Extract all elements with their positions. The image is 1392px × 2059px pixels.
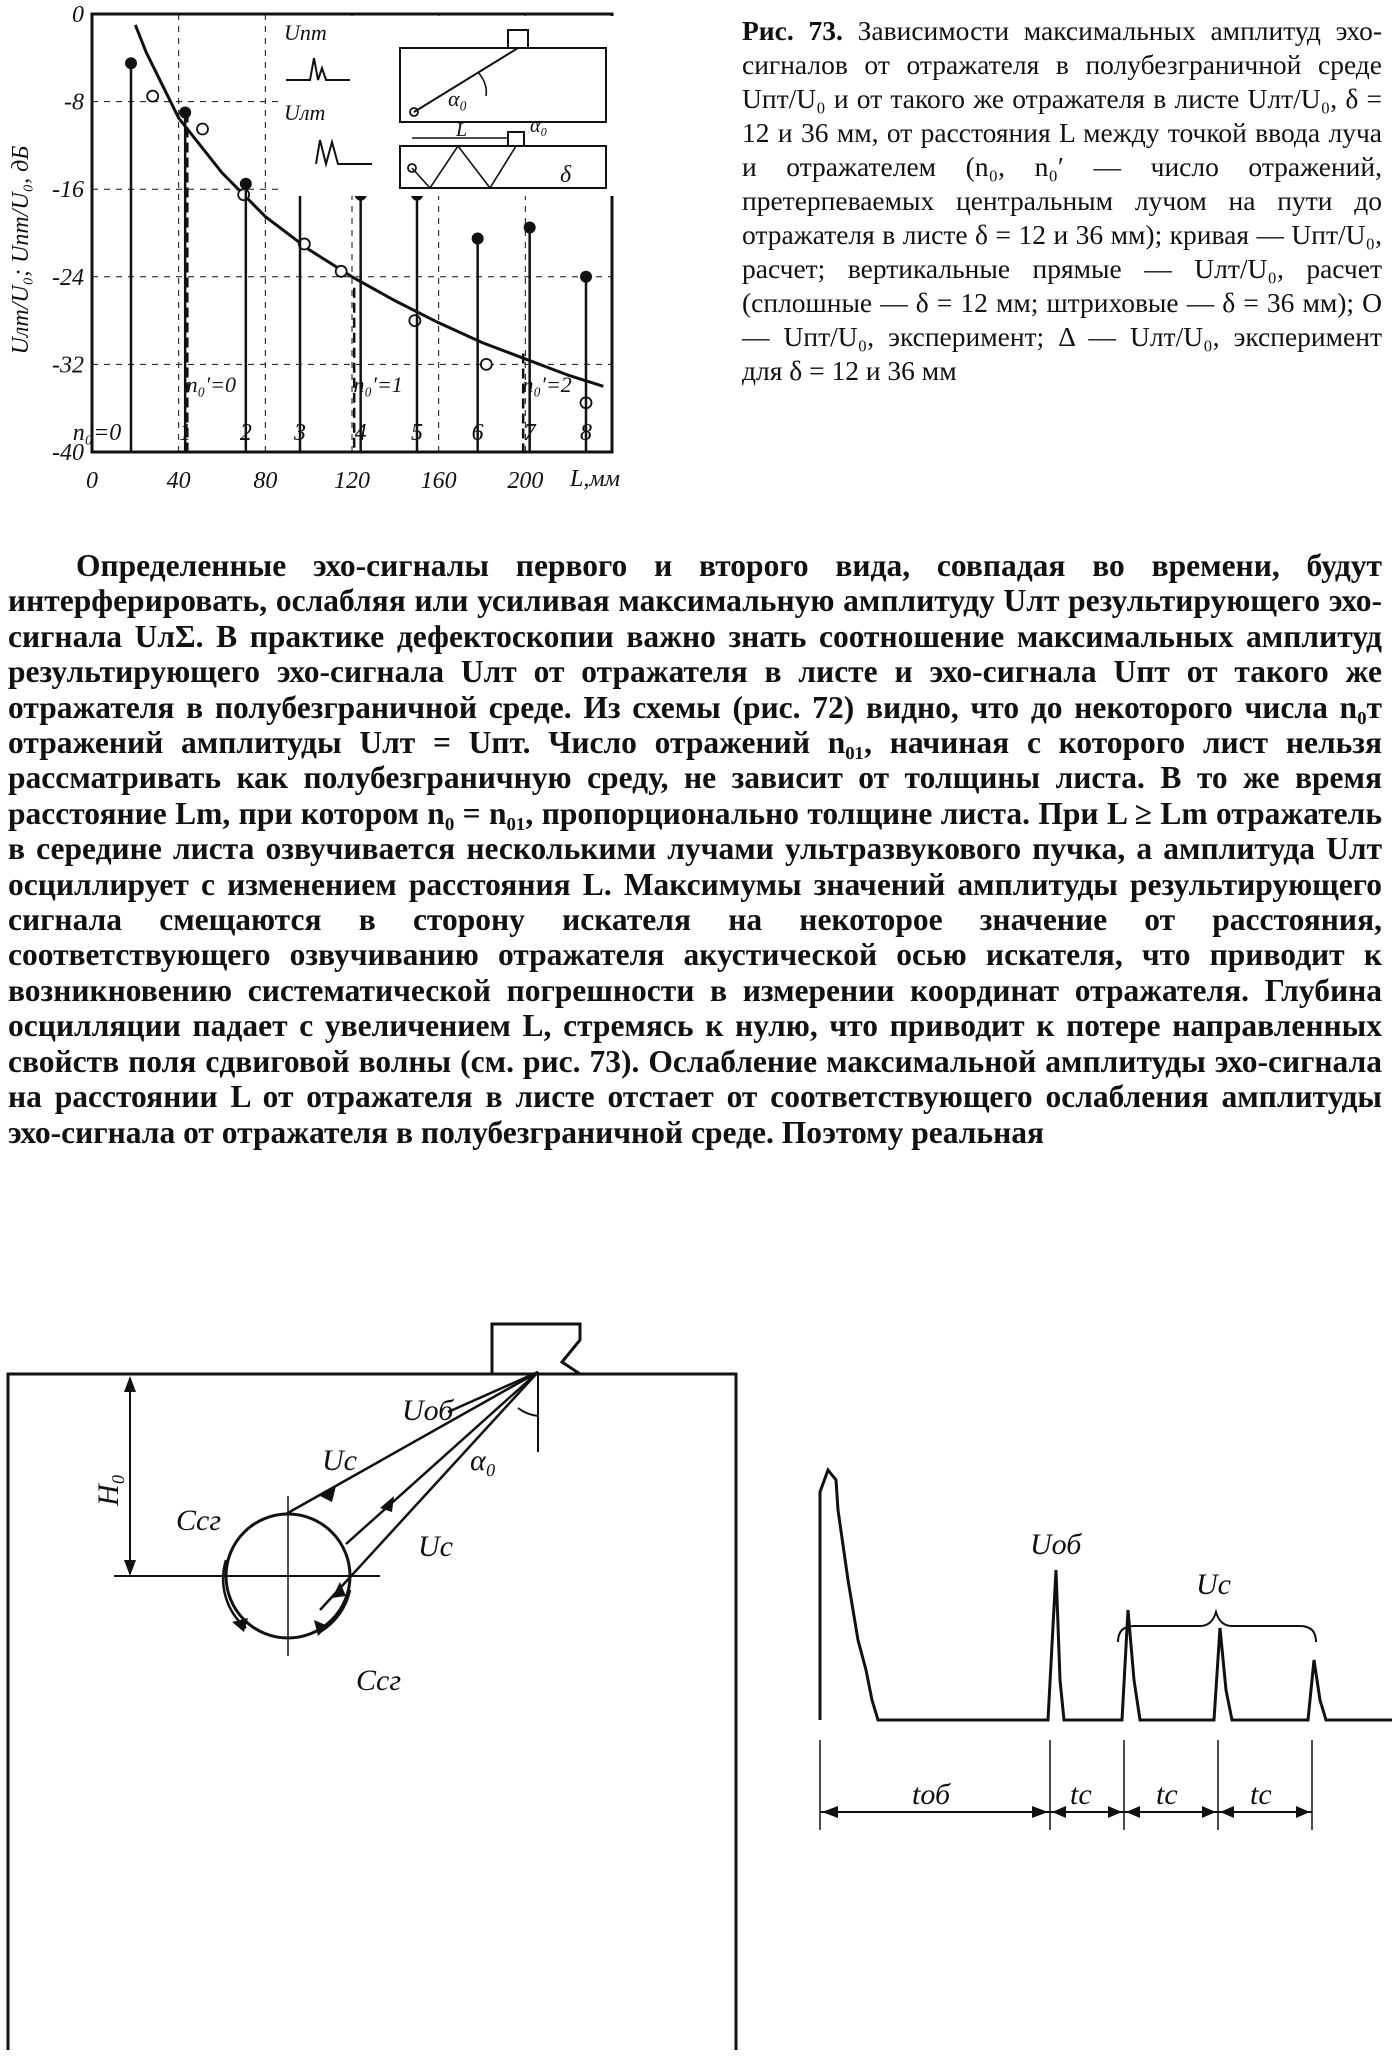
experiment-open-point xyxy=(409,315,420,326)
beam-label-2: Uс xyxy=(418,1530,453,1563)
y-tick-label: -8 xyxy=(64,89,84,116)
beam-rays xyxy=(286,1372,538,1610)
n0-label: 2 xyxy=(239,420,252,446)
inset-schematic xyxy=(278,16,616,196)
n0-label: 8 xyxy=(580,420,592,446)
experiment-open-point xyxy=(336,266,347,277)
n0-label: 3 xyxy=(294,420,306,446)
pulse-label-main: Uоб xyxy=(1030,1528,1082,1561)
oscillogram-trace xyxy=(820,1470,1392,1720)
y-tick-label: -16 xyxy=(52,177,84,204)
n0-prime-label: n₀′=2 xyxy=(522,371,572,397)
pulse-label-group: Uс xyxy=(1196,1568,1231,1601)
angle-label: α₀ xyxy=(470,1444,497,1477)
n0-prime-label: n₀′=0 xyxy=(186,371,236,397)
experiment-open-point xyxy=(481,359,492,370)
inset-L-label: L xyxy=(456,119,468,141)
inset-label-ult: Uлт xyxy=(284,100,326,125)
inset-delta-label: δ xyxy=(560,162,572,188)
experiment-open-point xyxy=(238,189,249,200)
time-label-2: tс xyxy=(1070,1778,1092,1811)
paragraph: Определенные эхо-сигналы первого и второго вида, совпадая во времени, будут интерферировать, ослабляя или усиливая максимальную амплитуду Uлт результирующего эхо-сигнала UлΣ. В практике дефектоскопии важно знать соотношение максимальных амплитуд результирующего эхо-сигнала Uлт от отражателя в листе и эхо-сигнала Uпт от такого же отражателя в полубезграничной среде. Из схемы (рис. 72) видно, что до некоторого числа n₀т отражений амплитуды Uлт = Uпт. Число отражений n₀₁, начиная с которого лист нельзя рассматривать как полубезграничную среду, не зависит от толщины листа. В то же время расстояние Lm, при котором n₀ = n₀₁, пропорционально толщине листа. При L ≥ Lm отражатель в середине листа озвучивается несколькими лучами ультразвукового пучка, а амплитуда Uлт осциллирует с изменением расстояния L. Максимумы значений амплитуды результирующего сигнала смещаются в сторону искателя на некоторое значение от расстояния, соответствующего озвучиванию отражателя акустической осью искателя, что приводит к возникновению систематической погрешности в измерении координат отражателя. Глубина осцилляции падает с увеличением L, стремясь к нулю, что приводит к потере направленных свойств поля сдвиговой волны (см. рис. 73). Ослабление максимальной амплитуды эхо-сигнала на расстоянии L от отражателя в листе отстает от соответствующего ослабления амплитуды эхо-сигнала от отражателя в полубезграничной среде. Поэтому реальная xyxy=(8,548,1382,1150)
n0-label: n₀=0 xyxy=(72,420,122,446)
x-tick-label: 160 xyxy=(420,468,457,494)
n0-label: 7 xyxy=(523,420,536,446)
n0-prime-label: n₀′=1 xyxy=(353,371,403,397)
y-axis-label: Uлт/U₀; Uпт/U₀, дБ xyxy=(8,145,34,355)
inset-alpha-label: α₀ xyxy=(448,86,468,111)
figure-73-chart xyxy=(0,0,720,500)
figure-73-caption xyxy=(742,14,1382,388)
inset-alpha-label-2: α₀ xyxy=(530,115,548,137)
y-tick-label: -40 xyxy=(52,440,84,466)
oscillogram xyxy=(820,1470,1392,1830)
caption-title: Рис. 73. xyxy=(742,15,843,46)
y-tick-label: -24 xyxy=(52,264,84,291)
caption-text: Зависимости максимальных амплитуд эхо-сигналов от отражателя в полубезграничной среде Uпт/U₀ и от такого же отражателя в листе Uлт/U₀, δ = 12 и 36 мм, от расстояния L между точкой ввода луча и отражателем (n₀, n₀′ — число отражений, претерпеваемых центральным лучом на пути до отражателя в листе δ = 12 и 36 мм); кривая — Uпт/U₀, расчет; вертикальные прямые — Uлт/U₀, расчет (сплошные — δ = 12 мм; штриховые — δ = 36 мм); О — Uпт/U₀, эксперимент; Δ — Uлт/U₀, эксперимент для δ = 12 и 36 мм xyxy=(742,15,1383,386)
figure-72-diagram xyxy=(0,1320,1392,2059)
beam-label-top: Uоб xyxy=(402,1394,454,1427)
beam-label-1: Uс xyxy=(322,1444,357,1477)
creep-label-2: Cсг xyxy=(356,1664,402,1697)
probe-icon xyxy=(492,1324,580,1374)
x-axis-label: L,мм xyxy=(570,466,620,492)
time-label-1: tоб xyxy=(912,1778,951,1811)
n0-label: 1 xyxy=(179,420,192,446)
n0-label: 4 xyxy=(354,420,367,446)
x-tick-label: 0 xyxy=(86,468,98,494)
experiment-open-point xyxy=(147,91,158,102)
depth-label: H₀ xyxy=(92,1473,125,1507)
body-text xyxy=(8,548,1382,1150)
y-tick-label: -32 xyxy=(52,352,84,379)
x-tick-label: 120 xyxy=(334,468,370,494)
inset-label-upt: Uпт xyxy=(284,20,327,45)
x-tick-label: 80 xyxy=(253,468,278,494)
x-tick-label: 40 xyxy=(166,468,191,494)
n0-label: 6 xyxy=(471,420,484,446)
n0-label: 5 xyxy=(411,420,423,446)
time-label-3: tс xyxy=(1156,1778,1178,1811)
experiment-open-point xyxy=(197,123,208,134)
group-brace xyxy=(1118,1612,1316,1642)
y-tick-label: 0 xyxy=(72,2,84,28)
time-label-4: tс xyxy=(1250,1778,1272,1811)
creep-label-1: Cсг xyxy=(176,1504,222,1537)
x-tick-label: 200 xyxy=(507,468,544,494)
